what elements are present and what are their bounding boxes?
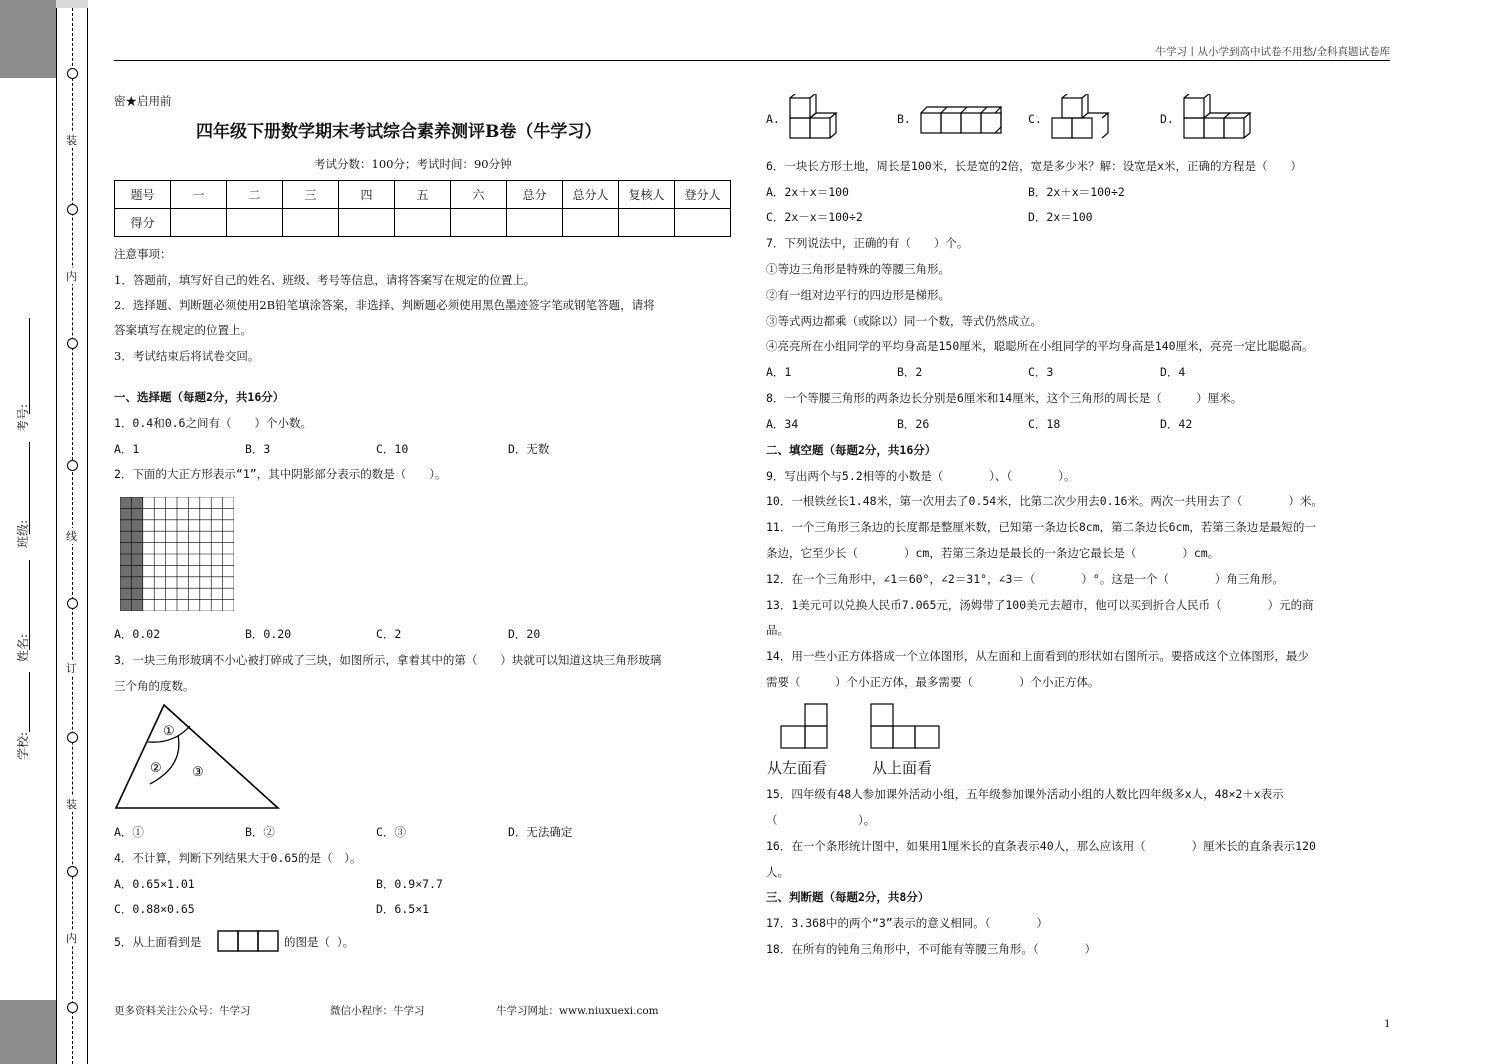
note-2a: 2．选择题、判断题必须使用2B铅笔填涂答案，非选择、判断题必须使用黑色墨迹签字笔或钢笔答题，请将	[114, 298, 655, 312]
q2-option-b[interactable]: B．0.20	[245, 627, 292, 641]
hole-circle	[67, 732, 78, 743]
q2-option-c[interactable]: C．2	[376, 627, 402, 641]
q4-option-d[interactable]: D．6.5×1	[376, 902, 430, 916]
school-label: 学校:	[16, 731, 30, 760]
q4-option-b[interactable]: B．0.9×7.7	[376, 877, 443, 891]
note-2b: 答案填写在规定的位置上。	[114, 323, 252, 337]
section-3-heading: 三、判断题（每题2分，共8分）	[766, 890, 930, 904]
question-2: 2．下面的大正方形表示“1”，其中阴影部分表示的数是（ ）。	[114, 467, 447, 481]
question-3a: 3．一块三角形玻璃不小心被打碎成了三块，如图所示，拿着其中的第（ ）块就可以知道这块三角形玻璃	[114, 653, 662, 667]
footer-mini-program: 微信小程序：牛学习	[330, 1005, 425, 1017]
q8-option-d[interactable]: D．42	[1160, 417, 1193, 431]
class-label: 班级:	[16, 519, 30, 548]
q8-option-b[interactable]: B．26	[897, 417, 930, 431]
question-15b: （ ）。	[766, 813, 876, 827]
q3-option-d[interactable]: D．无法确定	[508, 825, 573, 839]
question-16a: 16．在一个条形统计图中，如果用1厘米长的直条表示40人，那么应该用（ ）厘米长的直条表示120	[766, 839, 1316, 853]
q7-statement-3: ③等式两边都乘（或除以）同一个数，等式仍然成立。	[766, 314, 1042, 328]
q6-option-b[interactable]: B．2x＋x＝100÷2	[1028, 185, 1125, 199]
binding-char: 装	[66, 134, 77, 147]
hole-circle	[67, 338, 78, 349]
question-13b: 品。	[766, 623, 789, 637]
score-input-cell[interactable]	[339, 209, 395, 237]
score-input-cell[interactable]	[451, 209, 507, 237]
q7-option-c[interactable]: C．3	[1028, 365, 1054, 379]
q7-statement-1: ①等边三角形是特殊的等腰三角形。	[766, 262, 950, 276]
question-14b: 需要（ ）个小正方体，最多需要（ ）个小正方体。	[766, 675, 1100, 689]
question-11a: 11．一个三角形三条边的长度都是整厘米数，已知第一条边长8cm，第二条边长6cm，若第三条边是最短的一	[766, 520, 1316, 534]
q7-statement-2: ②有一组对边平行的四边形是梯形。	[766, 288, 950, 302]
q6-option-a[interactable]: A．2x＋x＝100	[766, 185, 849, 199]
note-3: 3．考试结束后将试卷交回。	[114, 349, 260, 363]
exam-no-line	[29, 318, 30, 414]
piece-label: ①	[163, 724, 175, 739]
table-cell: 得分	[115, 209, 171, 237]
question-17: 17．3.368中的两个“3”表示的意义相同。（ ）	[766, 916, 1048, 930]
footer-wechat-account: 更多资料关注公众号：牛学习	[114, 1005, 251, 1017]
hole-circle	[67, 68, 78, 79]
exam-no-label: 考号:	[16, 403, 30, 432]
table-cell: 总分人	[563, 181, 619, 209]
question-12: 12．在一个三角形中，∠1＝60°，∠2＝31°，∠3＝（ ）°。这是一个（ ）角三角形。	[766, 572, 1284, 586]
q3-option-a[interactable]: A．①	[114, 825, 144, 839]
q7-statement-4: ④亮亮所在小组同学的平均身高是150厘米，聪聪所在小组同学的平均身高是140厘米，亮亮一定比聪聪高。	[766, 339, 1314, 353]
q7-option-a[interactable]: A．1	[766, 365, 792, 379]
question-8: 8．一个等腰三角形的两条边长分别是6厘米和14厘米，这个三角形的周长是（ ）厘米。	[766, 391, 1243, 405]
hole-circle	[67, 460, 78, 471]
q5-cubes-a	[786, 94, 846, 144]
question-5b: 的图是（ ）。	[284, 935, 355, 949]
page-title: 四年级下册数学期末考试综合素养测评B卷（牛学习）	[196, 122, 602, 142]
question-10: 10．一根铁丝长1.48米，第一次用去了0.54米，比第二次少用去0.16米。两次一共用去了（ ）米。	[766, 494, 1323, 508]
question-14a: 14．用一些小正方体搭成一个立体图形，从左面和上面看到的形状如右图所示。要搭成这个立体图形，最少	[766, 649, 1309, 663]
question-6: 6．一块长方形土地，周长是100米，长是宽的2倍，宽是多少米？解：设宽是x米，正确的方程是（ ）	[766, 159, 1303, 173]
header-right-text: 牛学习丨从小学到高中试卷不用愁/全科真题试卷库	[1155, 46, 1390, 58]
q1-option-d[interactable]: D．无数	[508, 442, 550, 456]
question-4: 4．不计算，判断下列结果大于0.65的是（ ）。	[114, 851, 362, 865]
q5-option-a[interactable]: A.	[766, 112, 780, 126]
question-16b: 人。	[766, 865, 789, 879]
name-line	[29, 560, 30, 650]
section-1-heading: 一、选择题（每题2分，共16分）	[114, 390, 285, 404]
table-cell: 三	[283, 181, 339, 209]
score-table-header-row	[115, 181, 731, 209]
section-2-heading: 二、填空题（每题2分，共16分）	[766, 443, 937, 457]
q1-option-a[interactable]: A．1	[114, 442, 140, 456]
score-table-score-row	[115, 209, 731, 237]
table-cell: 二	[227, 181, 283, 209]
piece-label: ②	[150, 761, 162, 776]
hole-circle	[67, 866, 78, 877]
gray-block-bottom	[0, 1000, 56, 1064]
binding-char: 内	[66, 932, 77, 945]
q3-option-b[interactable]: B．②	[245, 825, 275, 839]
exam-info: 考试分数：100分；考试时间：90分钟	[314, 157, 512, 171]
binding-char: 订	[66, 662, 77, 675]
q1-option-c[interactable]: C．10	[376, 442, 409, 456]
hole-circle	[67, 204, 78, 215]
score-input-cell[interactable]	[171, 209, 227, 237]
q5-cubes-c	[1048, 94, 1112, 144]
top-view-caption: 从上面看	[872, 759, 933, 777]
score-input-cell[interactable]	[563, 209, 619, 237]
binding-char: 内	[66, 270, 77, 283]
piece-label: ③	[192, 765, 204, 780]
name-label: 姓名:	[16, 633, 30, 662]
score-input-cell[interactable]	[675, 209, 731, 237]
binding-sidebar	[0, 0, 88, 1064]
q8-option-c[interactable]: C．18	[1028, 417, 1061, 431]
gray-block-top	[0, 0, 56, 78]
q4-option-a[interactable]: A．0.65×1.01	[114, 877, 195, 891]
question-9: 9．写出两个与5.2相等的小数是（ ）、（ ）。	[766, 469, 1076, 483]
table-cell: 一	[171, 181, 227, 209]
table-cell: 复核人	[619, 181, 675, 209]
question-13a: 13．1美元可以兑换人民币7.065元，汤姆带了100美元去超市，他可以买到折合人民币（ ）元的商	[766, 598, 1314, 612]
table-cell: 登分人	[675, 181, 731, 209]
table-cell: 总分	[507, 181, 563, 209]
question-7: 7．下列说法中，正确的有（ ）个。	[766, 236, 969, 250]
hole-circle	[67, 598, 78, 609]
q5-option-d[interactable]: D.	[1160, 112, 1174, 126]
footer-website[interactable]: 牛学习网址：www.niuxuexi.com	[496, 1005, 659, 1017]
secret-label: 密★启用前	[114, 94, 172, 108]
hundred-square-grid	[120, 497, 234, 611]
question-3b: 三个角的度数。	[114, 679, 195, 693]
q8-option-a[interactable]: A．34	[766, 417, 799, 431]
score-table	[114, 180, 731, 237]
q7-option-d[interactable]: D．4	[1160, 365, 1186, 379]
table-cell: 四	[339, 181, 395, 209]
top-view-three-squares	[217, 930, 281, 952]
q5-option-c[interactable]: C.	[1028, 112, 1042, 126]
score-input-cell[interactable]	[395, 209, 451, 237]
table-cell: 题号	[115, 181, 171, 209]
left-view-figure	[778, 702, 832, 750]
question-5a: 5．从上面看到是	[114, 935, 202, 949]
score-input-cell[interactable]	[619, 209, 675, 237]
school-line	[29, 672, 30, 732]
score-input-cell[interactable]	[227, 209, 283, 237]
left-view-caption: 从左面看	[767, 759, 828, 777]
table-cell: 六	[451, 181, 507, 209]
hole-circle	[67, 1002, 78, 1013]
q7-option-b[interactable]: B．2	[897, 365, 923, 379]
top-view-figure	[868, 702, 944, 750]
binding-char: 线	[66, 530, 77, 543]
q6-option-c[interactable]: C．2x－x＝100÷2	[766, 210, 863, 224]
table-cell: 五	[395, 181, 451, 209]
header-rule	[114, 60, 1390, 61]
notes-heading: 注意事项：	[114, 247, 172, 261]
broken-triangle-figure	[112, 702, 284, 814]
note-1: 1．答题前，填写好自己的姓名、班级、考号等信息，请将答案写在规定的位置上。	[114, 273, 536, 287]
q2-option-a[interactable]: A．0.02	[114, 627, 161, 641]
score-input-cell[interactable]	[283, 209, 339, 237]
q5-cubes-d	[1180, 94, 1262, 144]
class-line	[29, 442, 30, 534]
q5-option-b[interactable]: B.	[897, 112, 911, 126]
binding-char: 装	[66, 798, 77, 811]
score-input-cell[interactable]	[507, 209, 563, 237]
question-1: 1．0.4和0.6之间有（ ）个小数。	[114, 416, 312, 430]
q3-option-c[interactable]: C．③	[376, 825, 406, 839]
question-11b: 条边，它至少长（ ）cm，若第三条边是最长的一条边它最长是（ ）cm。	[766, 546, 1220, 560]
q2-option-d[interactable]: D．20	[508, 627, 541, 641]
q1-option-b[interactable]: B．3	[245, 442, 271, 456]
q5-cubes-b	[918, 100, 1004, 138]
question-15a: 15．四年级有48人参加课外活动小组，五年级参加课外活动小组的人数比四年级多x人，48×2＋x表示	[766, 787, 1284, 801]
page-number: 1	[1384, 1018, 1391, 1030]
q6-option-d[interactable]: D．2x＝100	[1028, 210, 1093, 224]
question-18: 18．在所有的钝角三角形中，不可能有等腰三角形。（ ）	[766, 942, 1097, 956]
q4-option-c[interactable]: C．0.88×0.65	[114, 902, 195, 916]
